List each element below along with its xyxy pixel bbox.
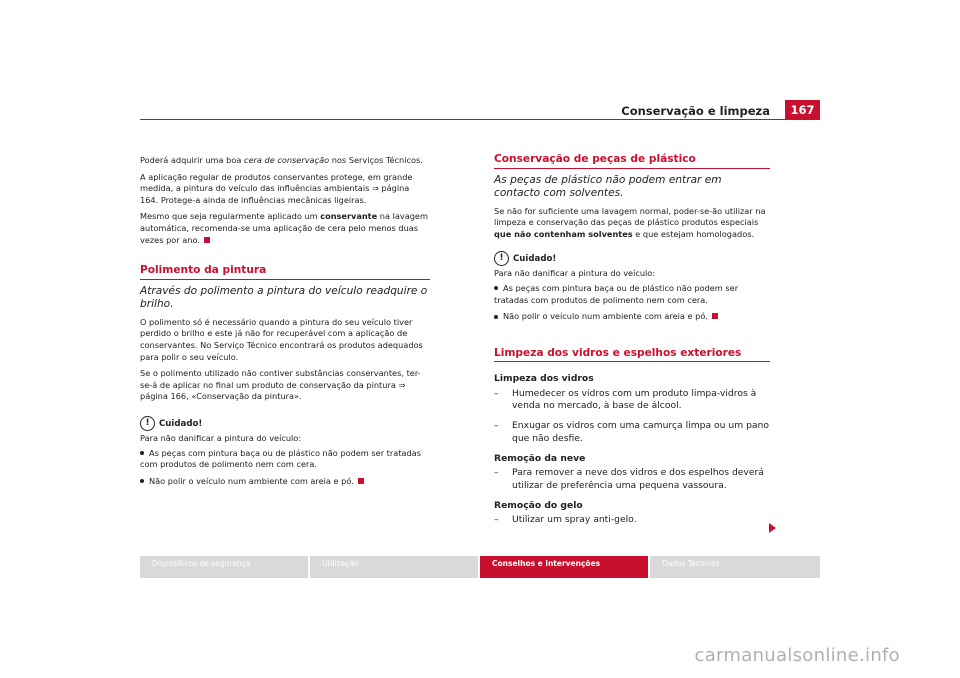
subheading-remocao-neve: Remoção da neve bbox=[494, 452, 586, 464]
caution-item: Não polir o veículo num ambiente com areia e pó. bbox=[494, 311, 770, 323]
intro-paragraph-2: A aplicação regular de produtos conservantes protege, em grande medida, a pintura do veículo das influências ambientais ⇒ página 164. Protege-a ainda de influências mecânicas ligeiras. bbox=[140, 171, 413, 205]
section-lead-polimento: Através do polimento a pintura do veículo readquire o brilho. bbox=[140, 284, 428, 311]
intro-paragraph-3: Mesmo que seja regularmente aplicado um conservante na lavagem automática, recomenda-se uma aplicação de cera pelo menos duas vezes por ano. bbox=[140, 211, 428, 245]
intro-paragraph-1: Poderá adquirir uma boa cera de conservação nos Serviços Técnicos. bbox=[140, 155, 423, 165]
subheading-remocao-gelo: Remoção do gelo bbox=[494, 499, 583, 511]
header-rule bbox=[140, 119, 820, 120]
page-number-badge: 167 bbox=[785, 100, 820, 120]
footer-nav bbox=[140, 556, 820, 578]
footer-tab-seguranca[interactable]: Dispositivos de segurança bbox=[140, 556, 308, 578]
plastico-paragraph: Se não for suficiente uma lavagem normal, poder-se-ão utilizar na limpeza e conservação das peças de plástico produtos especiais que não contenham solventes e que estejam homologados. bbox=[494, 205, 766, 239]
right-column bbox=[494, 154, 770, 535]
caution-item: Não polir o veículo num ambiente com areia e pó. bbox=[140, 476, 430, 488]
end-of-section-icon bbox=[204, 237, 210, 243]
warning-icon: ! bbox=[494, 251, 509, 266]
step-item: – Enxugar os vidros com uma camurça limpa ou um pano que não desfie. bbox=[494, 420, 769, 444]
caution-intro: Para não danificar a pintura do veículo: bbox=[494, 268, 656, 279]
watermark: carmanualsonline.info bbox=[694, 645, 900, 666]
step-item: – Humedecer os vidros com um produto limpa-vidros à venda no mercado, à base de álcool. bbox=[494, 387, 757, 412]
chapter-title: Conservação e limpeza bbox=[621, 104, 770, 118]
section-lead-plastico: As peças de plástico não podem entrar em contacto com solventes. bbox=[494, 173, 722, 200]
subheading-limpeza-vidros: Limpeza dos vidros bbox=[494, 373, 594, 385]
polimento-paragraph-2: Se o polimento utilizado não contiver substâncias conservantes, ter-se-á de aplicar no final um produto de conservação da pintura ⇒ página 166, «Conservação da pintura». bbox=[140, 368, 421, 402]
caution-intro: Para não danificar a pintura do veículo: bbox=[140, 432, 302, 443]
bullet-icon bbox=[140, 479, 144, 483]
section-title-polimento: Polimento da pintura bbox=[140, 265, 430, 280]
section-title-plastico: Conservação de peças de plástico bbox=[494, 154, 770, 169]
footer-tab-conselhos[interactable]: Conselhos e intervenções bbox=[480, 556, 648, 578]
bullet-icon bbox=[140, 451, 144, 455]
section-title-vidros: Limpeza dos vidros e espelhos exteriores bbox=[494, 348, 770, 363]
step-item: – Para remover a neve dos vidros e dos espelhos deverá utilizar de preferência uma pequena vassoura. bbox=[494, 467, 764, 491]
end-of-section-icon bbox=[712, 313, 718, 319]
end-of-section-icon bbox=[358, 478, 364, 484]
bullet-icon bbox=[494, 315, 498, 319]
caution-heading: ! Cuidado! bbox=[140, 416, 430, 431]
footer-tab-dados-tecnicos[interactable]: Dados Técnicos bbox=[650, 556, 820, 578]
caution-item: As peças com pintura baça ou de plástico não podem ser tratadas com produtos de polimento nem com cera. bbox=[494, 282, 739, 305]
footer-tab-utilizacao[interactable]: Utilização bbox=[310, 556, 478, 578]
next-page-arrow-icon[interactable] bbox=[769, 523, 776, 533]
left-column bbox=[140, 155, 430, 492]
warning-icon: ! bbox=[140, 416, 155, 431]
polimento-paragraph-1: O polimento só é necessário quando a pintura do seu veículo tiver perdido o brilho e este já não for recuperável com a aplicação de conservantes. No Serviço Técnico encontrará os produtos adequados para polir o seu veículo. bbox=[140, 316, 423, 362]
caution-heading: ! Cuidado! bbox=[494, 251, 770, 266]
step-item: – Utilizar um spray anti-gelo. bbox=[494, 514, 637, 526]
caution-item: As peças com pintura baça ou de plástico não podem ser tratadas com produtos de polimento nem com cera. bbox=[140, 447, 421, 470]
bullet-icon bbox=[494, 286, 498, 290]
